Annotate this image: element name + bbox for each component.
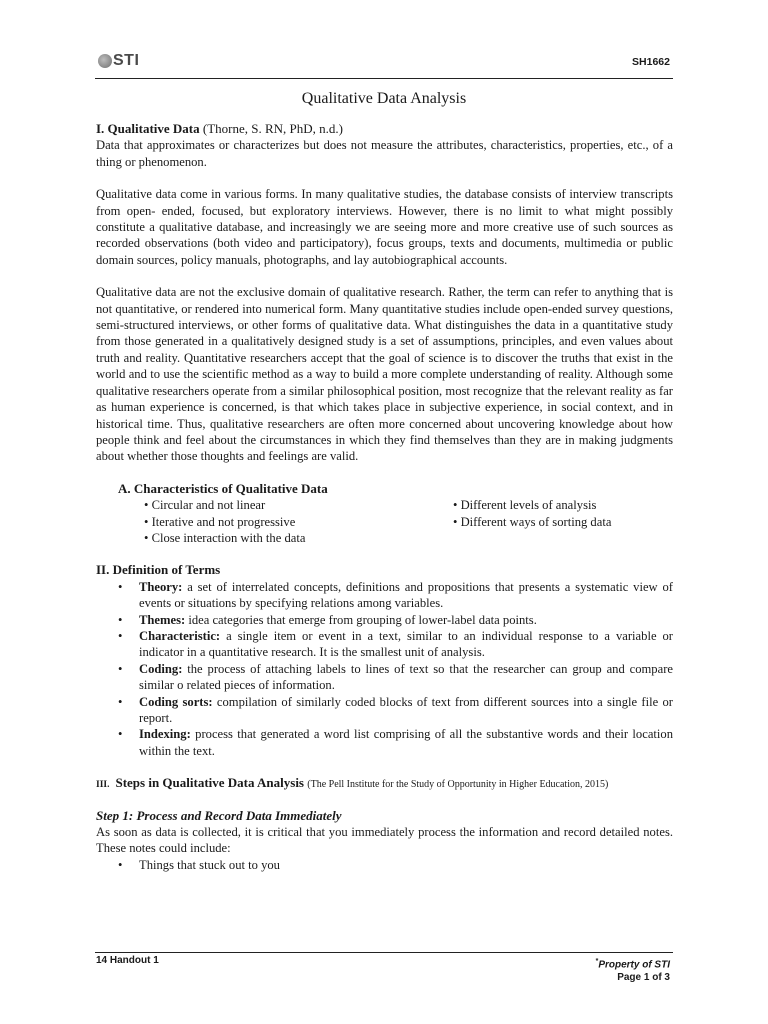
definition-item: • Themes: idea categories that emerge from grouping of lower-label data points.	[118, 612, 537, 627]
step-1-text: As soon as data is collected, it is critical that you immediately process the information and record detailed notes. These notes could include:	[96, 825, 673, 856]
section-1-heading	[96, 121, 673, 137]
footer-divider	[95, 952, 673, 953]
definition-item: • Indexing: process that generated a word list comprising of all the substantive words and their location within the text.	[118, 727, 673, 758]
handout-label: 14 Handout 1	[96, 955, 159, 966]
property-label: *Property of STI	[595, 958, 670, 971]
definition-item: • Characteristic: a single item or event in a text, similar to an individual response to a variable or indicator in a quantitative research. It is the smallest unit of analysis.	[118, 628, 673, 660]
list-item: • Things that stuck out to you	[118, 857, 280, 872]
step-1-heading: Step 1: Process and Record Data Immediately	[96, 807, 342, 823]
footer-info	[596, 955, 670, 984]
header-divider	[95, 78, 673, 79]
list-item: • Different levels of analysis	[453, 498, 597, 513]
paragraph-1: Data that approximates or characterizes but does not measure the attributes, characteristics, properties, etc., of a thing or phenomenon.	[96, 138, 673, 169]
list-item: • Close interaction with the data	[144, 530, 306, 545]
sti-logo	[98, 52, 139, 70]
definition-item: • Coding sorts: compilation of similarly coded blocks of text from different sources into a single file or report.	[118, 694, 673, 725]
document-body	[96, 121, 673, 873]
list-item: • Circular and not linear	[144, 498, 266, 513]
paragraph-2: Qualitative data come in various forms. In many qualitative studies, the database consists of interview transcripts from open- ended, focused, but exploratory interviews. However, there is no limit to what might possibly constitute a qualitative database, and increasingly we are seeing more and more creative use of such sources as recorded observations (both video and participatory), focus groups, texts and documents, multimedia or public domain sources, policy manuals, photographs, and lay autobiographical accounts.	[96, 187, 673, 267]
list-item: • Iterative and not progressive	[144, 514, 296, 529]
characteristics-heading: A. Characteristics of Qualitative Data	[118, 480, 328, 496]
characteristics-column-1	[144, 497, 453, 546]
list-item: • Different ways of sorting data	[453, 514, 612, 529]
section-3-citation: (The Pell Institute for the Study of Opportunity in Higher Education, 2015)	[307, 779, 609, 791]
logo-mark	[98, 54, 112, 68]
definition-item: • Theory: a set of interrelated concepts, definitions and propositions that presents a systematic view of events or situations by specifying relations among variables.	[118, 579, 673, 611]
page-number: Page 1 of 3	[617, 972, 670, 984]
section-1-title: I. Qualitative Data	[96, 121, 200, 136]
step-1-list	[96, 857, 673, 873]
definitions-list	[96, 579, 673, 759]
page-title: Qualitative Data Analysis	[301, 90, 467, 107]
characteristics-list	[144, 497, 673, 546]
paragraph-3: Qualitative data are not the exclusive domain of qualitative research. Rather, the term can refer to anything that is not quantitative, or rendered into numerical form. Many quantitative studies include open-ended survey questions, semi-structured interviews, or other forms of qualitative data. What distinguishes the data in a quantitative study from those generated in a qualitatively designed study is a set of assumptions, principles, and even values about truth and reality. Quantitative researchers accept that the goal of science is to discover the truths that exist in the world and to use the scientific method as a way to build a more complete understanding of reality. Although some qualitative researchers operate from a similar philosophical position, most recognize that the relevant reality as far as human experience is concerned, is that which takes place in subjective experience, in social context, and in historical time. Thus, qualitative researchers are often more concerned about uncovering knowledge about how people think and feel about the circumstances in which they find themselves than they are in making judgments about whether those thoughts and feelings are valid.	[96, 285, 673, 464]
characteristics-column-2	[453, 497, 673, 546]
definition-item: • Coding: the process of attaching labels to lines of text so that the researcher can group and compare similar o related pieces of information.	[118, 661, 673, 693]
document-code: SH1662	[632, 56, 670, 68]
section-3-heading: III. Steps in Qualitative Data Analysis (The Pell Institute for the Study of Opportunity in Higher Education, 2015)	[96, 775, 609, 791]
section-3-title: Steps in Qualitative Data Analysis	[115, 775, 304, 791]
section-1-citation: (Thorne, S. RN, PhD, n.d.)	[202, 121, 343, 136]
logo-text: STI	[113, 52, 140, 69]
section-2-heading: II. Definition of Terms	[96, 562, 221, 578]
